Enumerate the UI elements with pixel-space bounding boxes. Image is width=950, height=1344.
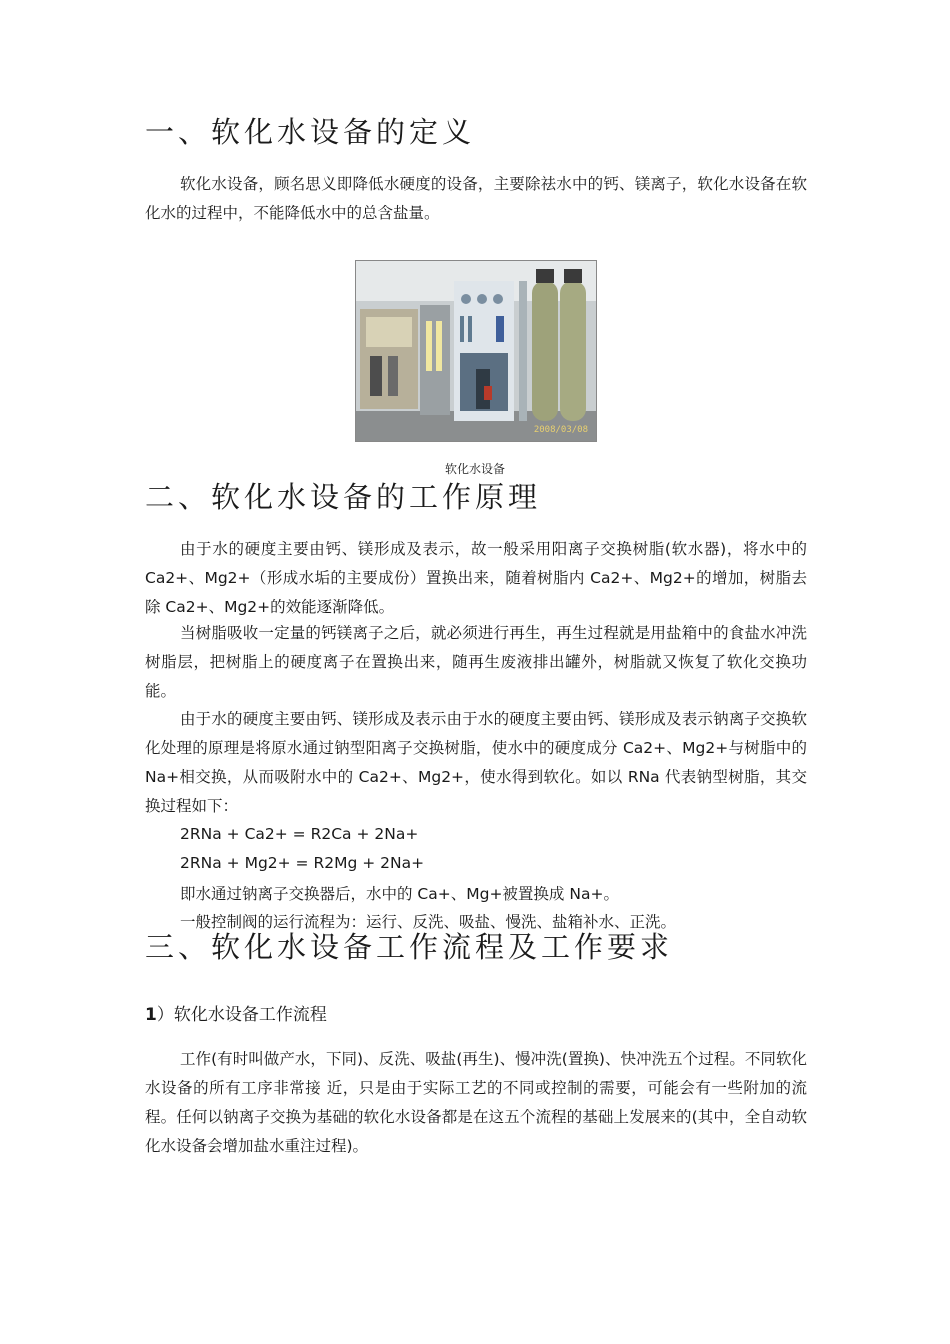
section-2-paragraph-3: 由于水的硬度主要由钙、镁形成及表示由于水的硬度主要由钙、镁形成及表示钠离子交换软化处理的原理是将原水通过钠型阳离子交换树脂，使水中的硬度成分 Ca2+、Mg2+与树脂中的 Na+相交换，从而吸附水中的 Ca2+、Mg2+，使水得到软化。如以 RNa 代表钠型树脂，其交换过程如下： xyxy=(145,710,807,815)
equipment-photo-illustration xyxy=(356,261,596,441)
equation-1: 2RNa + Ca2+ = R2Ca + 2Na+ xyxy=(180,825,419,843)
section-2-paragraph-4: 即水通过钠离子交换器后，水中的 Ca+、Mg+被置换成 Na+。 xyxy=(180,885,619,903)
subsection-number: 1 xyxy=(145,1005,157,1025)
section-3-paragraph: 工作(有时叫做产水，下同)、反洗、吸盐(再生)、慢冲洗(置换)、快冲洗五个过程。不同软化水设备的所有工序非常接 近，只是由于实际工艺的不同或控制的需要，可能会有一些附加的流程。任何以钠离子交换为基础的软化水设备都是在这五个流程的基础上发展来的(其中，全自动软化水设备会增加盐水重注过程)。 xyxy=(145,1050,807,1155)
equation-2: 2RNa + Mg2+ = R2Mg + 2Na+ xyxy=(180,854,425,872)
section-2-title: 二、软化水设备的工作原理 xyxy=(145,480,542,514)
section-2-paragraph-5: 一般控制阀的运行流程为：运行、反洗、吸盐、慢洗、盐箱补水、正洗。 xyxy=(180,913,677,931)
section-1-paragraph: 软化水设备，顾名思义即降低水硬度的设备，主要除祛水中的钙、镁离子，软化水设备在软化水的过程中，不能降低水中的总含盐量。 xyxy=(145,175,807,222)
section-2-paragraph-2: 当树脂吸收一定量的钙镁离子之后，就必须进行再生，再生过程就是用盐箱中的食盐水冲洗树脂层，把树脂上的硬度离子在置换出来，随再生废液排出罐外，树脂就又恢复了软化交换功能。 xyxy=(145,624,807,700)
section-1-title: 一、软化水设备的定义 xyxy=(145,115,476,149)
figure-caption: 软化水设备 xyxy=(444,462,505,476)
section-2-paragraph-1: 由于水的硬度主要由钙、镁形成及表示，故一般采用阳离子交换树脂(软水器)，将水中的 Ca2+、Mg2+（形成水垢的主要成份）置换出来，随着树脂内 Ca2+、Mg2+的增加，树脂去除 Ca2+、Mg2+的效能逐渐降低。 xyxy=(145,540,807,616)
subsection-title: ）软化水设备工作流程 xyxy=(156,1005,327,1025)
section-3-title: 三、软化水设备工作流程及工作要求 xyxy=(145,930,674,964)
photo-date-stamp: 2008/03/08 xyxy=(533,425,588,435)
subsection-heading xyxy=(145,1000,327,1025)
equipment-photo xyxy=(355,260,597,442)
